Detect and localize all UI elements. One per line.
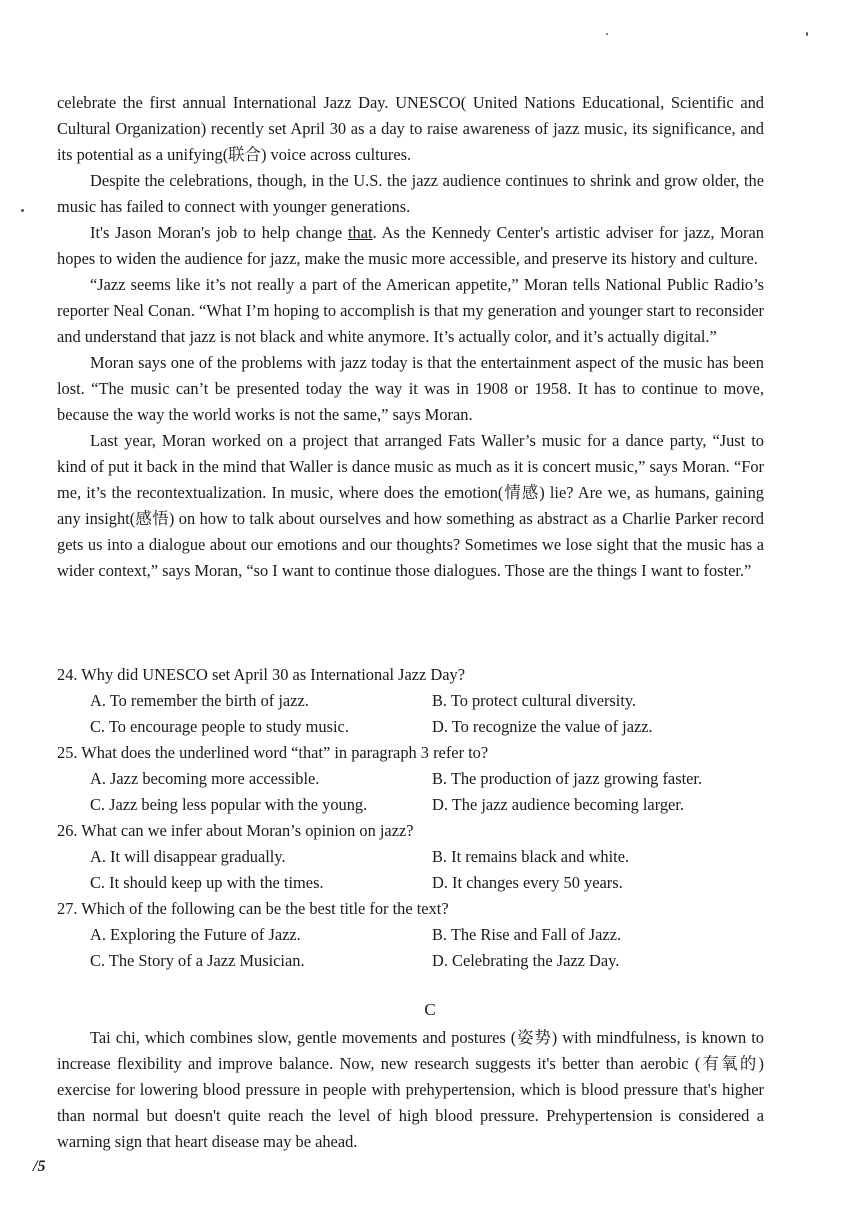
question-options [57,844,764,896]
question-24 [57,662,764,740]
option-b: B. To protect cultural diversity. [432,691,637,710]
underlined-word-that: that [348,223,373,242]
option-c: C. The Story of a Jazz Musician. [90,951,305,970]
question-26 [57,818,764,896]
paragraph-3-end: . As the Kennedy Center's artistic adviser for jazz, Moran hopes to widen the audience for jazz, make the music more accessible, and preserve its history and culture. [57,223,764,268]
option-c: C. Jazz being less popular with the young. [90,795,368,814]
option-d: D. The jazz audience becoming larger. [432,795,684,814]
scan-speck [21,209,24,212]
option-a: A. To remember the birth of jazz. [90,691,309,710]
option-d: D. It changes every 50 years. [432,873,623,892]
page-number: /5 [33,1158,46,1175]
option-d: D. To recognize the value of jazz. [432,717,653,736]
option-a: A. It will disappear gradually. [90,847,286,866]
paragraph-4: “Jazz seems like it’s not really a part of the American appetite,” Moran tells National Public Radio’s reporter Neal Conan. “What I’m hoping to accomplish is that my generation and younger start to reconsider and understand that jazz is not black and white anymore. It’s actually color, and it’s actually digital.” [57,275,764,346]
option-a: A. Jazz becoming more accessible. [90,769,320,788]
option-d: D. Celebrating the Jazz Day. [432,951,620,970]
scan-speck [606,33,608,35]
paragraph-3-start: It's Jason Moran's job to help change [90,223,348,242]
paragraph-1: celebrate the first annual International Jazz Day. UNESCO( United Nations Educational, Scientific and Cultural Organization) recently set April 30 as a day to raise awareness of jazz music, its significance, and its potential as a unifying(联合) voice across cultures. [57,93,764,164]
option-b: B. It remains black and white. [432,847,630,866]
option-c: C. It should keep up with the times. [90,873,324,892]
question-stem: 27. Which of the following can be the best title for the text? [57,899,449,918]
reading-passage-b [57,90,764,584]
option-a: A. Exploring the Future of Jazz. [90,925,301,944]
option-b: B. The production of jazz growing faster. [432,769,703,788]
passage-c-paragraph-1: Tai chi, which combines slow, gentle movements and postures (姿势) with mindfulness, is known to increase flexibility and improve balance. Now, new research suggests it's better than aerobic (有氧的) exercise for lowering blood pressure in people with prehypertension, which is blood pressure that's higher than normal but doesn't quite reach the level of high blood pressure. Prehypertension is considered a warning sign that heart disease may be ahead. [57,1028,764,1151]
question-list [57,662,764,974]
question-options [57,688,764,740]
option-c: C. To encourage people to study music. [90,717,349,736]
section-heading-c: C [424,1000,436,1019]
question-stem: 24. Why did UNESCO set April 30 as International Jazz Day? [57,665,466,684]
paragraph-6: Last year, Moran worked on a project that arranged Fats Waller’s music for a dance party, “Just to kind of put it back in the mind that Waller is dance music as much as it is concert music,” says Moran. “For me, it’s the recontextualization. In music, where does the emotion(情感) lie? Are we, as humans, gaining any insight(感悟) on how to talk about ourselves and how something as abstract as a Charlie Parker record gets us into a dialogue about our emotions and our thoughts? Sometimes we lose sight that the music has a wider context,” says Moran, “so I want to continue those dialogues. Those are the things I want to foster.” [57,431,764,580]
reading-passage-c [57,1025,764,1155]
question-stem: 26. What can we infer about Moran’s opinion on jazz? [57,821,414,840]
scan-speck [806,32,808,36]
paragraph-5: Moran says one of the problems with jazz today is that the entertainment aspect of the music has been lost. “The music can’t be presented today the way it was in 1908 or 1958. It has to continue to move, because the way the world works is not the same,” says Moran. [57,353,764,424]
question-stem: 25. What does the underlined word “that” in paragraph 3 refer to? [57,743,489,762]
paragraph-2: Despite the celebrations, though, in the U.S. the jazz audience continues to shrink and grow older, the music has failed to connect with younger generations. [57,171,764,216]
question-options [57,766,764,818]
option-b: B. The Rise and Fall of Jazz. [432,925,622,944]
question-25 [57,740,764,818]
question-options [57,922,764,974]
question-27 [57,896,764,974]
paragraph-3 [57,220,764,272]
